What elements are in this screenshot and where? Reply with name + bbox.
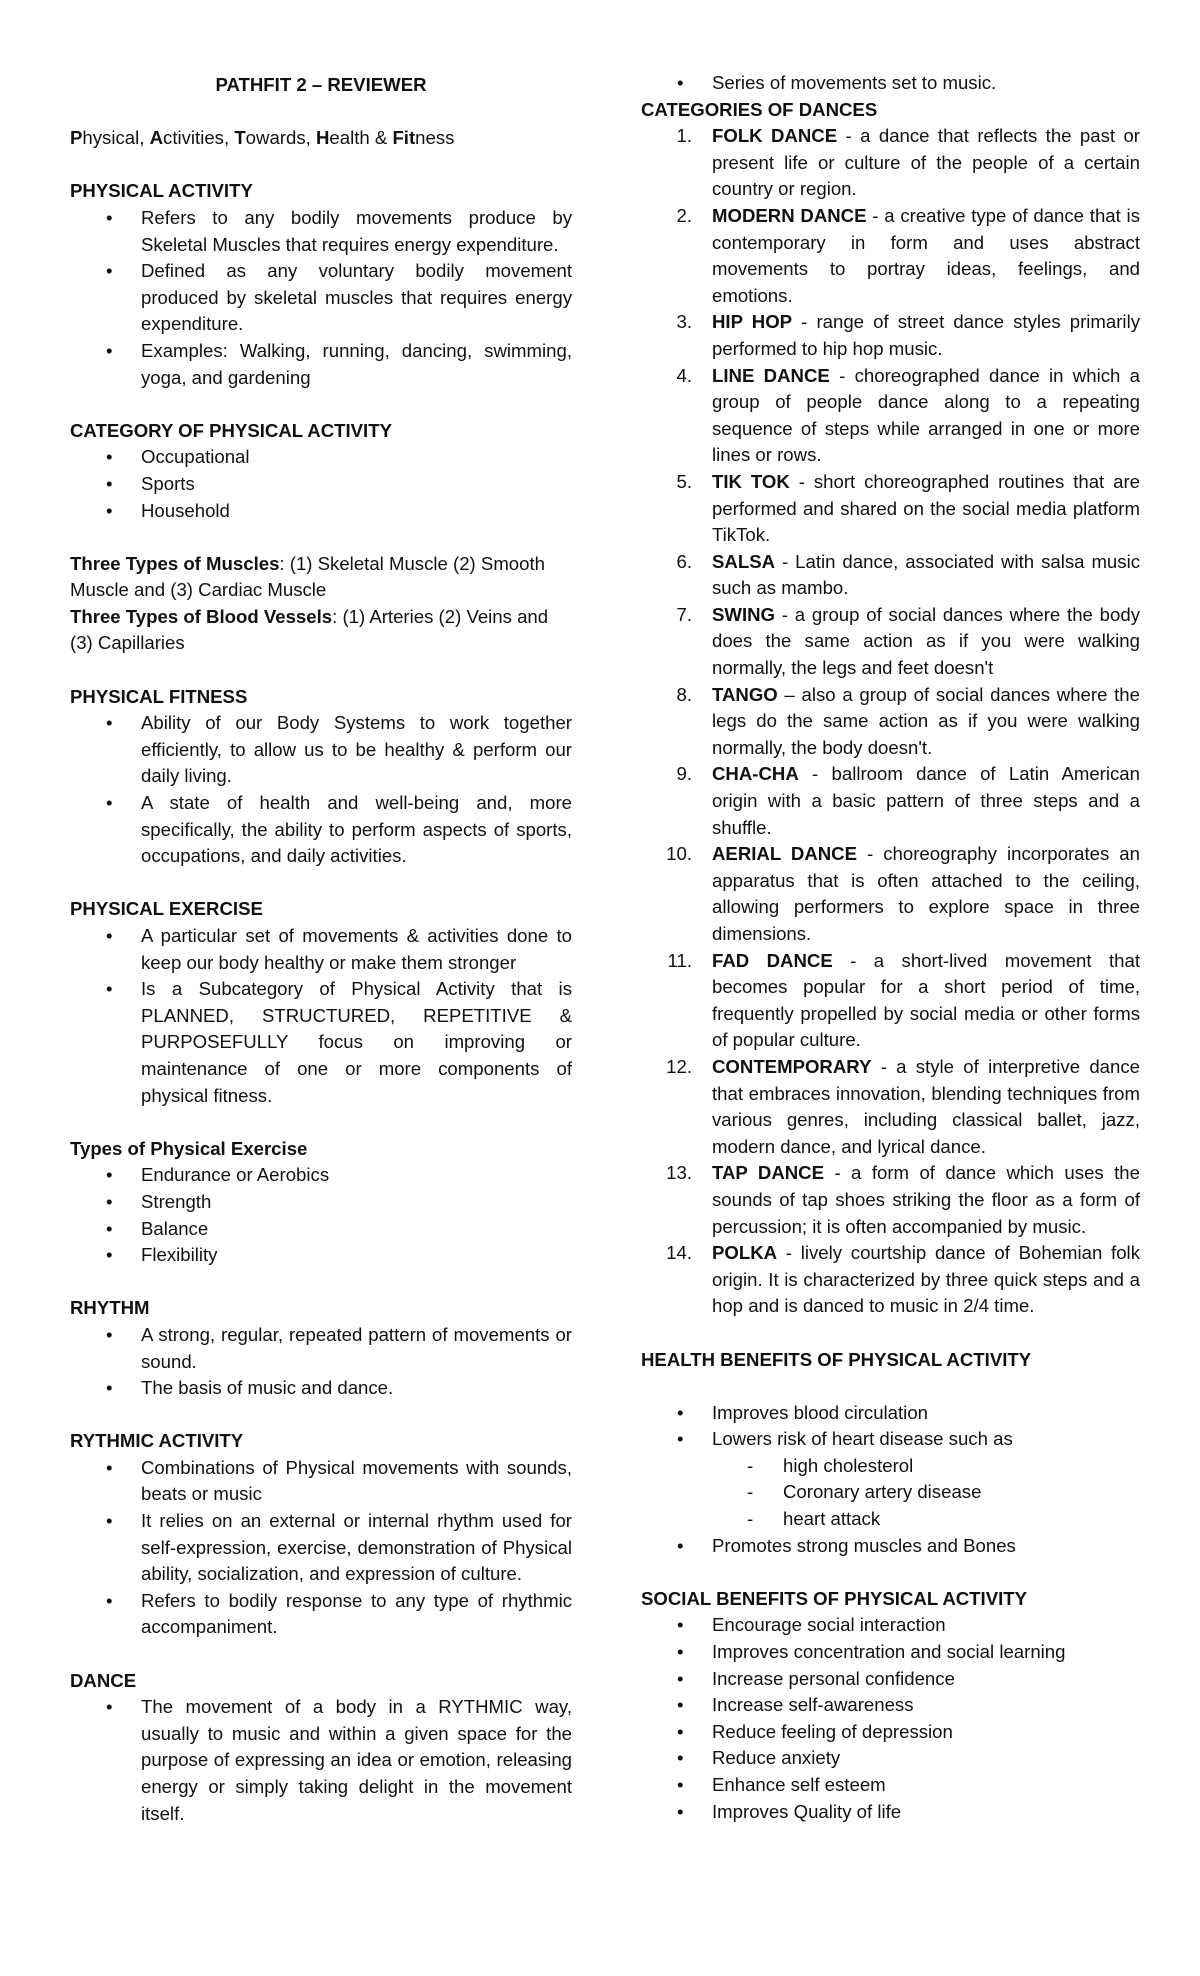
left-column bbox=[70, 70, 572, 1827]
list-item: • Ability of our Body Systems to work together efficiently, to allow us to be healthy & perform our daily living. bbox=[70, 710, 572, 790]
list-item: 9. CHA-CHA - ballroom dance of Latin American origin with a basic pattern of three steps and a shuffle. bbox=[676, 763, 1140, 838]
section-heading-social-benefits: SOCIAL BENEFITS OF PHYSICAL ACTIVITY bbox=[641, 1587, 1028, 1609]
list-item: • Occupational bbox=[70, 444, 572, 471]
list-item: • Is a Subcategory of Physical Activity that is PLANNED, STRUCTURED, REPETITIVE & PURPOSEFULLY focus on improving or maintenance of one or more components of physical fitness. bbox=[70, 976, 572, 1109]
list-item: • Endurance or Aerobics bbox=[70, 1162, 572, 1189]
list-item: • Flexibility bbox=[70, 1242, 572, 1269]
list-item: 11. FAD DANCE - a short-lived movement that becomes popular for a short period of time, frequently propelled by social media or other forms of popular culture. bbox=[667, 949, 1140, 1051]
rhythm-list bbox=[70, 1322, 572, 1402]
list-item: 5. TIK TOK - short choreographed routines that are performed and shared on the social media platform TikTok. bbox=[676, 470, 1141, 546]
page-title: PATHFIT 2 – REVIEWER bbox=[215, 74, 427, 95]
physical-fitness-list bbox=[70, 710, 572, 870]
list-item: • Reduce feeling of depression bbox=[641, 1719, 1140, 1746]
list-item: 10. AERIAL DANCE - choreography incorporates an apparatus that is often attached to the ceiling, allowing performers to explore space in three dimensions. bbox=[666, 843, 1140, 944]
list-item: 8. TANGO – also a group of social dances where the legs do the same action as if you were walking normally, the body doesn't. bbox=[676, 683, 1140, 758]
list-item: • Encourage social interaction bbox=[641, 1612, 1140, 1639]
list-item: - Coronary artery disease bbox=[641, 1479, 1140, 1506]
list-item: 3. HIP HOP - range of street dance styles primarily performed to hip hop music. bbox=[676, 311, 1140, 359]
list-item: • Promotes strong muscles and Bones bbox=[641, 1533, 1140, 1560]
muscle-types-paragraph: Three Types of Muscles: (1) Skeletal Muscle (2) Smooth Muscle and (3) Cardiac Muscle bbox=[70, 552, 545, 601]
list-item: • A particular set of movements & activities done to keep our body healthy or make them stronger bbox=[70, 923, 572, 976]
dance-list bbox=[70, 1694, 572, 1827]
list-item: • Refers to bodily response to any type of rhythmic accompaniment. bbox=[70, 1588, 572, 1641]
section-heading-rhythm: RHYTHM bbox=[70, 1297, 150, 1319]
list-item: • Strength bbox=[70, 1189, 572, 1216]
list-item: • The movement of a body in a RYTHMIC way, usually to music and within a given space for the purpose of expressing an idea or emotion, releasing energy or simply taking delight in the movement itself. bbox=[70, 1694, 572, 1827]
rythmic-activity-list bbox=[70, 1455, 572, 1641]
list-item: - heart attack bbox=[641, 1506, 1140, 1533]
health-benefits-list bbox=[641, 1400, 1140, 1453]
list-item: • Balance bbox=[70, 1216, 572, 1243]
list-item: • Defined as any voluntary bodily movement produced by skeletal muscles that requires energy expenditure. bbox=[70, 258, 572, 338]
list-item: 12. CONTEMPORARY - a style of interpretive dance that embraces innovation, blending techniques from various genres, including classical ballet, jazz, modern dance, and lyrical dance. bbox=[666, 1055, 1140, 1157]
list-item: 2. MODERN DANCE - a creative type of dance that is contemporary in form and uses abstract movements to portray ideas, feelings, and emotions. bbox=[676, 204, 1140, 306]
list-item: • A strong, regular, repeated pattern of movements or sound. bbox=[70, 1322, 572, 1375]
physical-exercise-list bbox=[70, 923, 572, 1109]
section-heading-categories-of-dances: CATEGORIES OF DANCES bbox=[641, 98, 878, 120]
list-item: • Series of movements set to music. bbox=[641, 70, 1140, 97]
category-pa-list bbox=[70, 444, 572, 524]
section-heading-physical-activity: PHYSICAL ACTIVITY bbox=[70, 180, 253, 202]
acronym-line: Physical, Activities, Towards, Health & Fitness bbox=[70, 127, 455, 149]
list-item: 7. SWING - a group of social dances where the body does the same action as if you were walking normally, the legs and feet doesn't bbox=[676, 603, 1140, 679]
list-item: • Combinations of Physical movements with sounds, beats or music bbox=[70, 1455, 572, 1508]
list-item: 14. POLKA - lively courtship dance of Bohemian folk origin. It is characterized by three quick steps and a hop and is danced to music in 2/4 time. bbox=[666, 1242, 1140, 1317]
list-item: • Increase personal confidence bbox=[641, 1666, 1140, 1693]
list-item: • Enhance self esteem bbox=[641, 1772, 1140, 1799]
social-benefits-list bbox=[641, 1612, 1140, 1825]
list-item: - high cholesterol bbox=[641, 1453, 1140, 1480]
heart-disease-sublist bbox=[641, 1453, 1140, 1533]
blood-vessel-types-paragraph: Three Types of Blood Vessels: (1) Arteries (2) Veins and (3) Capillaries bbox=[70, 605, 549, 654]
list-item: 6. SALSA - Latin dance, associated with salsa music such as mambo. bbox=[676, 550, 1140, 599]
list-item: • Reduce anxiety bbox=[641, 1745, 1140, 1772]
list-item: 4. LINE DANCE - choreographed dance in which a group of people dance along to a repeating sequence of steps while arranged in one or more lines or rows. bbox=[676, 364, 1140, 466]
types-exercise-list bbox=[70, 1162, 572, 1268]
list-item: 13. TAP DANCE - a form of dance which uses the sounds of tap shoes striking the floor as a form of percussion; it is often accompanied by music. bbox=[666, 1162, 1140, 1237]
list-item: • Sports bbox=[70, 471, 572, 498]
section-heading-category-physical-activity: CATEGORY OF PHYSICAL ACTIVITY bbox=[70, 419, 392, 441]
list-item: 1. FOLK DANCE - a dance that reflects the past or present life or culture of the people of a certain country or region. bbox=[676, 125, 1140, 200]
list-item: • Improves blood circulation bbox=[641, 1400, 1140, 1427]
list-item: • Refers to any bodily movements produce by Skeletal Muscles that requires energy expenditure. bbox=[70, 205, 572, 258]
list-item: • Lowers risk of heart disease such as bbox=[641, 1426, 1140, 1453]
list-item: • Increase self-awareness bbox=[641, 1692, 1140, 1719]
section-heading-rythmic-activity: RYTHMIC ACTIVITY bbox=[70, 1430, 244, 1452]
dance-list-continued bbox=[641, 70, 1140, 97]
right-column bbox=[641, 70, 1140, 1825]
list-item: • Household bbox=[70, 498, 572, 525]
section-heading-physical-fitness: PHYSICAL FITNESS bbox=[70, 685, 248, 707]
list-item: • Examples: Walking, running, dancing, swimming, yoga, and gardening bbox=[70, 338, 572, 391]
section-heading-health-benefits: HEALTH BENEFITS OF PHYSICAL ACTIVITY bbox=[641, 1348, 1032, 1370]
list-item: • Improves concentration and social learning bbox=[641, 1639, 1140, 1666]
list-item: • Improves Quality of life bbox=[641, 1799, 1140, 1826]
list-item: • A state of health and well-being and, more specifically, the ability to perform aspects of sports, occupations, and daily activities. bbox=[70, 790, 572, 870]
section-heading-types-of-exercise: Types of Physical Exercise bbox=[70, 1137, 308, 1159]
health-benefits-list-continued bbox=[641, 1533, 1140, 1560]
list-item: • It relies on an external or internal rhythm used for self-expression, exercise, demonstration of Physical ability, socialization, and expression of culture. bbox=[70, 1508, 572, 1588]
section-heading-physical-exercise: PHYSICAL EXERCISE bbox=[70, 898, 263, 920]
list-item: • The basis of music and dance. bbox=[70, 1375, 572, 1402]
physical-activity-list bbox=[70, 205, 572, 391]
dance-categories-list bbox=[641, 123, 1140, 1320]
section-heading-dance: DANCE bbox=[70, 1669, 137, 1691]
